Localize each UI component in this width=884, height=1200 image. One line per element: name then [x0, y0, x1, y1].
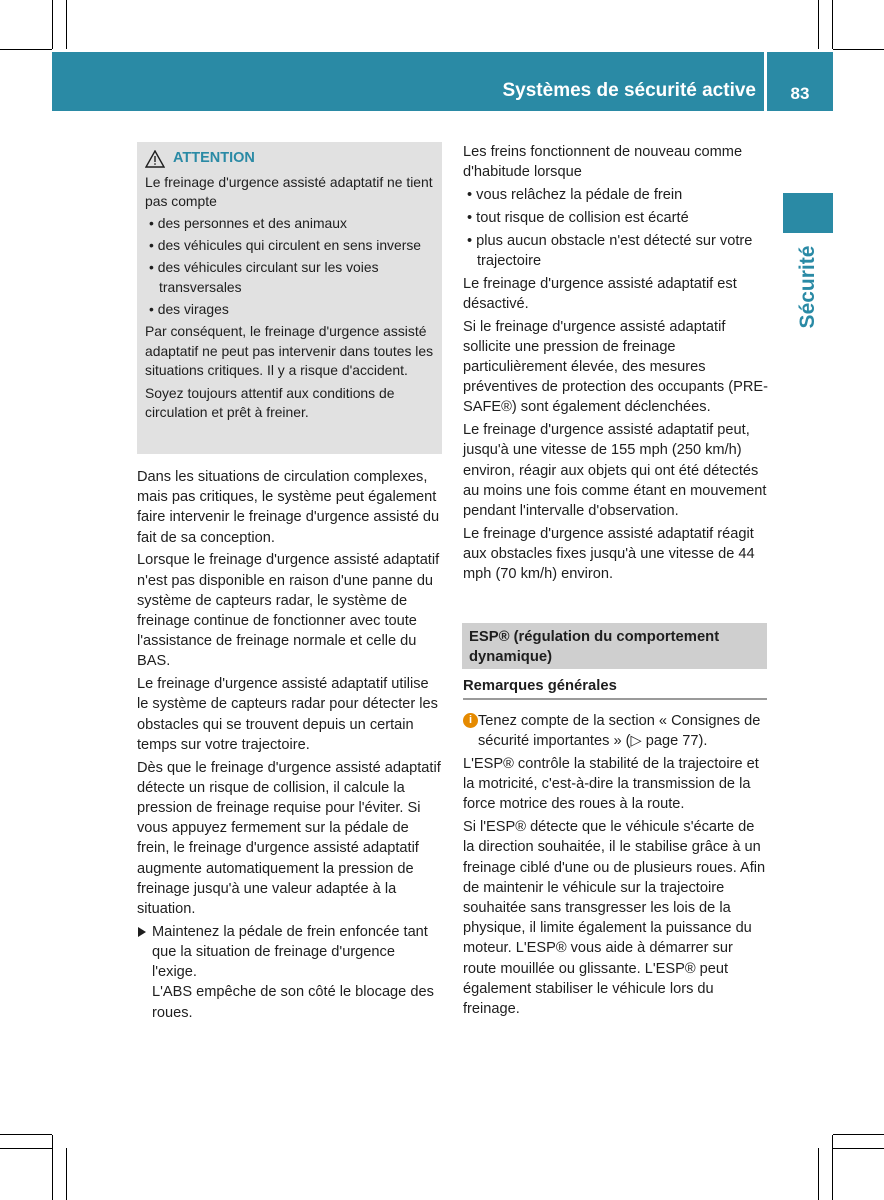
crop-mark — [833, 1148, 884, 1149]
crop-mark — [832, 1135, 833, 1200]
paragraph: Le freinage d'urgence assisté adaptatif utilise le système de capteurs radar pour détecter les obstacles qui se trouvent depuis un certain temps sur votre trajectoire. — [137, 676, 438, 753]
crop-mark — [833, 49, 884, 50]
paragraph: Si l'ESP® détecte que le véhicule s'écarte de la direction souhaitée, il le stabilise grâce à un freinage ciblé d'une ou de plusieurs roues. Afin de maintenir le véhicule sur la trajectoire souhaitée sans transgresser les lois de la physique, il limite également la puissance du moteur. L'ESP® vous aide à démarrer sur route mouillée ou glissante. L'ESP® peut également stabiliser le véhicule lors du freinage. — [463, 819, 766, 1018]
warning-paragraph: Par conséquent, le freinage d'urgence assisté adaptatif ne peut pas intervenir dans toutes les situations critiques. Il y a risque d'accident. — [145, 323, 434, 379]
list-item: • des personnes et des animaux — [149, 215, 347, 232]
page-number: 83 — [790, 84, 810, 103]
paragraph: Le freinage d'urgence assisté adaptatif peut, jusqu'à une vitesse de 155 mph (250 km/h) environ, réagir aux objets qui ont été détectés au moins une fois comme étant en mouvement pendant l'intervalle d'observation. — [463, 422, 767, 520]
paragraph: Si le freinage d'urgence assisté adaptatif sollicite une pression de freinage particulièrement élevée, des mesures préventives de protection des occupants (PRE-SAFE®) sont également déclenchées. — [463, 318, 769, 416]
list-item: • plus aucun obstacle n'est détecté sur votre trajectoire — [467, 232, 753, 269]
list-item: • tout risque de collision est écarté — [467, 209, 689, 226]
section-heading: ESP® (régulation du comportement dynamique) — [469, 629, 720, 665]
crop-mark — [832, 0, 833, 49]
list-item: • des véhicules qui circulent en sens inverse — [149, 237, 422, 254]
paragraph: Dès que le freinage d'urgence assisté adaptatif détecte un risque de collision, il calcule la pression de freinage requise pour l'éviter. Si vous appuyez fermement sur la pédale de frein, le freinage d'urgence assisté adaptatif augmente automatiquement la pression de freinage jusqu'à une valeur adaptée à la situation. — [137, 759, 441, 918]
action-step: Maintenez la pédale de frein enfoncée tant que la situation de freinage d'urgence l'exige. L'ABS empêche de son côté le blocage des roues. — [137, 922, 442, 1023]
warning-header — [145, 149, 436, 169]
paragraph: L'ESP® contrôle la stabilité de la trajectoire et la motricité, c'est-à-dire la transmission de la force motrice des roues à la route. — [463, 756, 759, 813]
crop-mark — [818, 0, 819, 49]
warning-paragraph: Soyez toujours attentif aux conditions de circulation et prêt à freiner. — [145, 384, 395, 421]
paragraph: Lorsque le freinage d'urgence assisté adaptatif n'est pas disponible en raison d'une panne du système de capteurs radar, le système de freinage continue de fonctionner avec toute l'assistance de freinage normale et celle du BAS. — [137, 552, 440, 670]
paragraph: Le freinage d'urgence assisté adaptatif est désactivé. — [463, 275, 737, 312]
arrow-icon — [138, 927, 146, 937]
crop-mark — [0, 1148, 52, 1149]
crop-mark — [66, 1148, 67, 1200]
subsection-heading: Remarques générales — [463, 678, 767, 700]
paragraph: Dans les situations de circulation complexes, mais pas critiques, le système peut également faire intervenir le freinage d'urgence assisté du fait de sa conception. — [137, 469, 440, 546]
section-tab — [783, 193, 833, 233]
crop-mark — [66, 0, 67, 49]
action-note: L'ABS empêche de son côté le blocage des roues. — [152, 984, 434, 1021]
list-item: • des véhicules circulant sur les voies transversales — [149, 259, 379, 296]
header-separator — [764, 52, 767, 111]
warning-box — [137, 142, 442, 454]
info-icon: i — [463, 713, 478, 728]
left-column — [137, 467, 442, 1025]
crop-mark — [52, 0, 53, 49]
right-column-bottom — [463, 711, 769, 1022]
crop-mark — [818, 1148, 819, 1200]
info-note: i Tenez compte de la section « Consignes de sécurité importantes » (▷ page 77). — [463, 711, 769, 751]
list-item: • des virages — [149, 301, 229, 318]
right-column-top — [463, 142, 769, 587]
crop-mark — [833, 1134, 884, 1135]
section-label: Sécurité — [796, 245, 819, 329]
crop-mark — [52, 1135, 53, 1200]
list-item: • vous relâchez la pédale de frein — [467, 187, 683, 203]
paragraph: Les freins fonctionnent de nouveau comme d'habitude lorsque — [463, 144, 743, 181]
crop-mark — [0, 1134, 52, 1135]
warning-intro: Le freinage d'urgence assisté adaptatif ne tient pas compte — [145, 173, 433, 210]
crop-mark — [0, 49, 52, 50]
warning-title: ATTENTION — [173, 150, 255, 166]
warning-triangle-icon — [145, 150, 165, 168]
page-title: Systèmes de sécurité active — [502, 80, 756, 101]
paragraph: Le freinage d'urgence assisté adaptatif réagit aux obstacles fixes jusqu'à une vitesse de 44 mph (70 km/h) environ. — [463, 525, 755, 583]
section-heading-box — [462, 623, 767, 669]
